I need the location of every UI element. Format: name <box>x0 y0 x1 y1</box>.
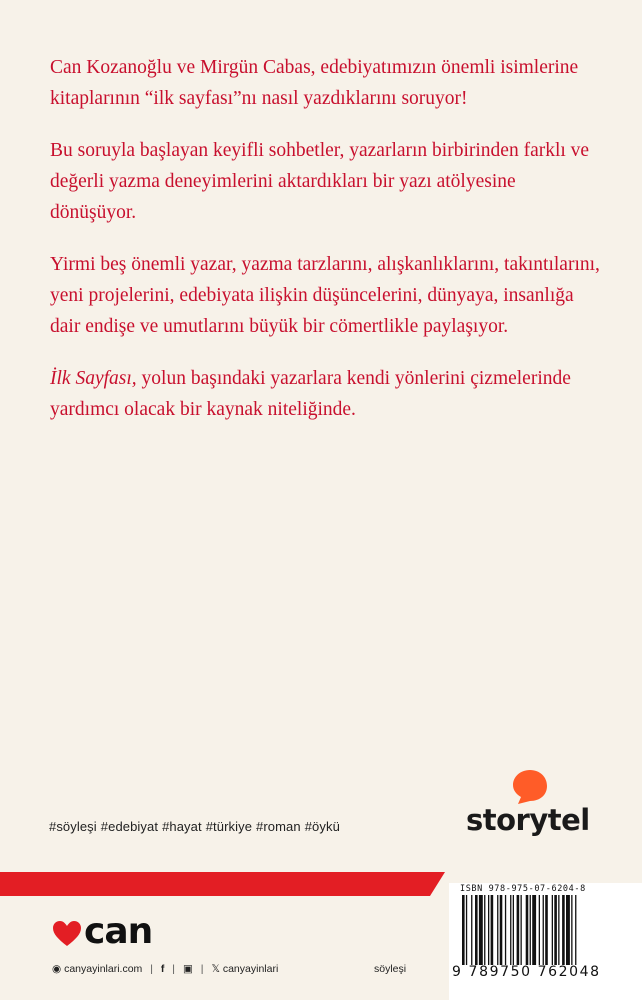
blurb-paragraph-1: Can Kozanoğlu ve Mirgün Cabas, edebiyatımızın önemli isimlerine kitaplarının “ilk sayfası”nı nasıl yazdıklarını soruyor! <box>50 57 579 109</box>
globe-icon: ◉ <box>52 963 62 975</box>
barcode-digits: 9 789750 762048 <box>452 964 601 980</box>
storytel-logo <box>466 768 596 848</box>
book-title-italic: İlk Sayfası, <box>50 368 137 389</box>
blurb-text <box>50 52 605 446</box>
hashtag: #türkiye <box>205 819 253 834</box>
genre-label: söyleşi <box>374 963 407 975</box>
blurb-paragraph-4-rest: yolun başındaki yazarlara kendi yönlerini çizmelerinde yardımcı olacak bir kaynak niteliğinde. <box>50 368 571 420</box>
hashtag: #öykü <box>304 819 340 834</box>
instagram-icon[interactable]: ▣ <box>182 963 193 975</box>
blurb-paragraph-4 <box>50 363 605 425</box>
can-wordmark: can <box>84 911 153 952</box>
footer-links <box>52 963 278 975</box>
hashtag: #edebiyat <box>100 819 159 834</box>
divider: | <box>150 963 153 975</box>
storytel-wordmark: storytel <box>466 803 590 837</box>
website-link[interactable]: canyayinlari.com <box>64 963 143 975</box>
divider: | <box>200 963 204 975</box>
heart-icon <box>52 920 82 948</box>
blurb-paragraph-3: Yirmi beş önemli yazar, yazma tarzlarını, alışkanlıklarını, takıntılarını, yeni projelerini, edebiyata ilişkin düşüncelerini, dünyaya, insanlığa dair endişe ve umutlarını büyük bir cömertlikle paylaşıyor. <box>50 254 600 337</box>
isbn-label: ISBN 978-975-07-6204-8 <box>460 884 586 894</box>
facebook-icon[interactable]: f <box>160 963 165 975</box>
x-icon[interactable]: 𝕏 <box>211 963 220 975</box>
barcode-icon <box>458 895 638 967</box>
social-handle[interactable]: canyayinlari <box>222 963 279 975</box>
hashtag: #hayat <box>162 819 202 834</box>
divider: | <box>172 963 176 975</box>
blurb-paragraph-2: Bu soruyla başlayan keyifli sohbetler, yazarların birbirinden farklı ve değerli yazma deneyimlerini aktardıkları bir yazı atölyesine dönüşüyor. <box>50 140 590 223</box>
hashtag-list <box>49 819 344 834</box>
can-logo <box>52 910 162 956</box>
storytel-bubble-icon <box>510 768 550 806</box>
hashtag: #roman <box>256 819 301 834</box>
hashtag: #söyleşi <box>49 819 97 834</box>
